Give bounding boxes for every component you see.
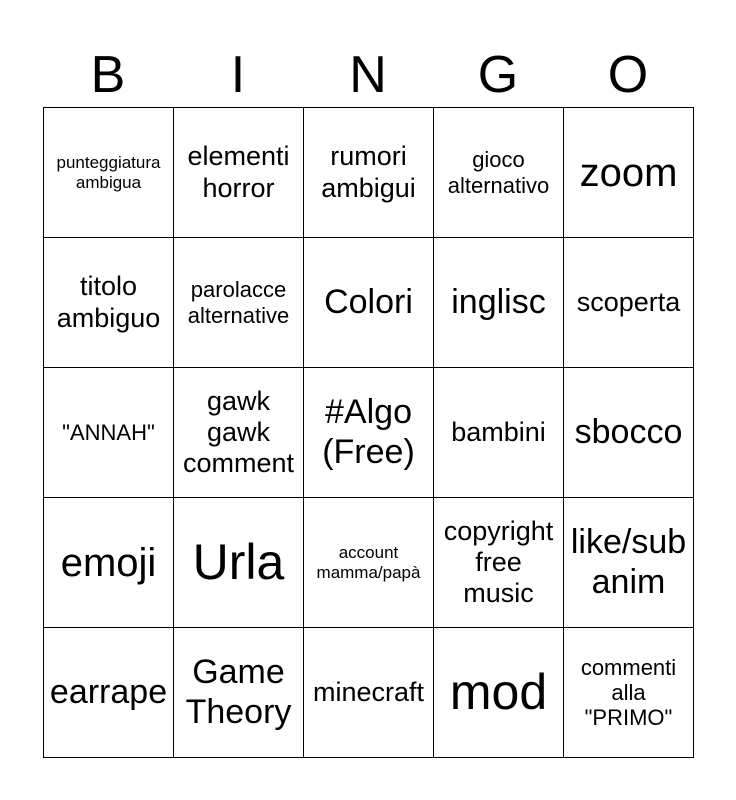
bingo-cell[interactable] [44, 368, 174, 498]
bingo-cell[interactable] [304, 368, 434, 498]
bingo-cell[interactable] [44, 108, 174, 238]
cell-text: inglisc [451, 282, 546, 321]
bingo-cell[interactable] [44, 498, 174, 628]
bingo-cell[interactable] [434, 498, 564, 628]
bingo-cell[interactable] [304, 108, 434, 238]
bingo-cell[interactable] [174, 368, 304, 498]
cell-text: parolacce alternative [187, 277, 290, 328]
header-letter-b: B [90, 46, 126, 104]
bingo-cell[interactable] [44, 628, 174, 758]
cell-text: like/sub anim [570, 523, 687, 601]
header-letter-i: I [230, 46, 246, 104]
bingo-cell[interactable] [434, 628, 564, 758]
cell-text: rumori ambigui [321, 141, 416, 203]
bingo-cell[interactable] [564, 628, 694, 758]
cell-text: mod [449, 663, 548, 720]
bingo-cell[interactable] [304, 238, 434, 368]
cell-text: Game Theory [185, 653, 292, 731]
cell-text: copyright free music [443, 515, 554, 609]
cell-text: gawk gawk comment [182, 385, 295, 479]
bingo-cell[interactable] [434, 368, 564, 498]
cell-text: titolo ambiguo [56, 271, 161, 333]
bingo-cell[interactable] [564, 368, 694, 498]
bingo-board [43, 107, 694, 758]
bingo-cell[interactable] [304, 628, 434, 758]
bingo-cell[interactable] [434, 238, 564, 368]
cell-text: account mamma/papà [316, 542, 421, 582]
bingo-cell[interactable] [44, 238, 174, 368]
bingo-cell[interactable] [564, 498, 694, 628]
cell-text: emoji [60, 540, 157, 585]
cell-text: "ANNAH" [62, 419, 155, 445]
cell-text: bambini [451, 416, 546, 447]
cell-text: #Algo (Free) [322, 393, 415, 471]
bingo-cell[interactable] [434, 108, 564, 238]
cell-text: Urla [192, 533, 285, 590]
bingo-cell[interactable] [564, 108, 694, 238]
cell-text: elementi horror [187, 141, 290, 203]
header-letter-o: O [607, 46, 649, 104]
cell-text: gioco alternativo [447, 147, 550, 198]
bingo-cell[interactable] [174, 108, 304, 238]
bingo-cell[interactable] [174, 238, 304, 368]
cell-text: sbocco [574, 412, 683, 451]
bingo-cell[interactable] [174, 498, 304, 628]
bingo-header [43, 44, 693, 106]
header-letter-g: G [477, 46, 519, 104]
bingo-cell[interactable] [304, 498, 434, 628]
cell-text: scoperta [576, 286, 681, 317]
cell-text: commenti alla "PRIMO" [580, 654, 677, 731]
cell-text: zoom [579, 150, 678, 195]
bingo-cell[interactable] [174, 628, 304, 758]
bingo-cell[interactable] [564, 238, 694, 368]
cell-text: punteggiatura ambigua [56, 152, 161, 192]
cell-text: earrape [49, 672, 168, 711]
cell-text: Colori [324, 282, 413, 321]
cell-text: minecraft [312, 676, 425, 707]
header-letter-n: N [349, 46, 387, 104]
